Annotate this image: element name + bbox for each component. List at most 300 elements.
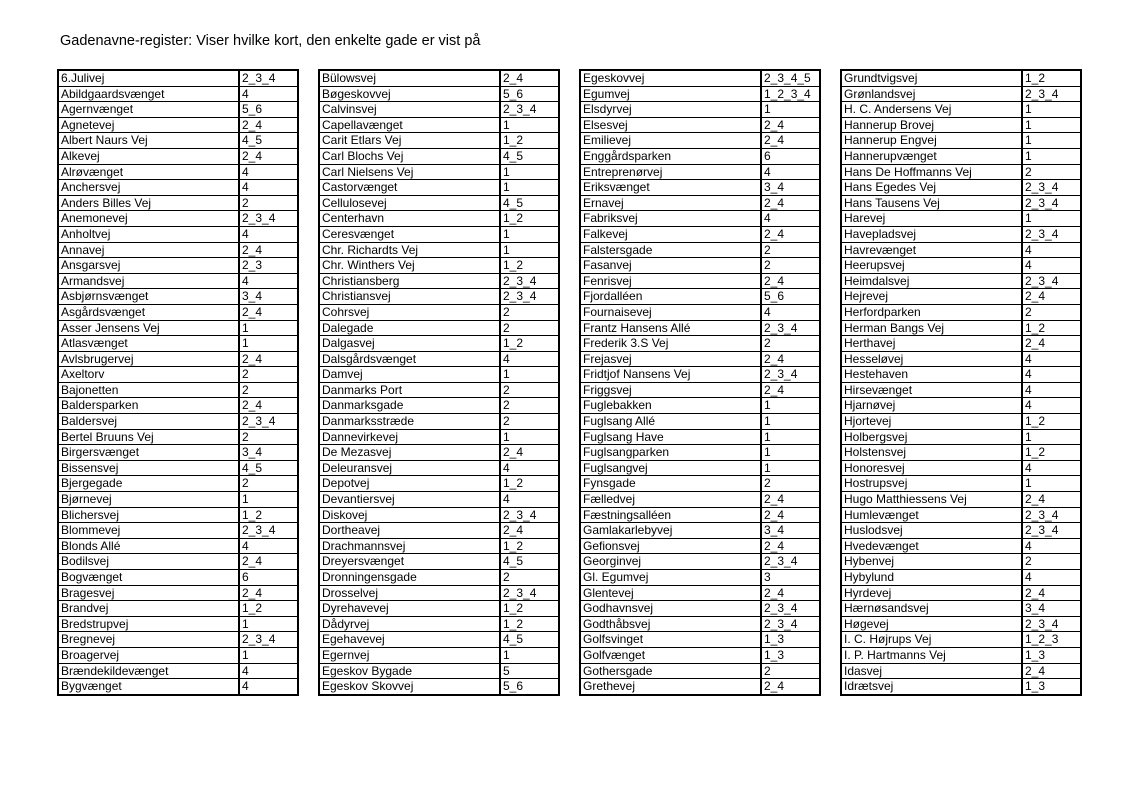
street-name-cell: Egeskovvej (580, 70, 761, 86)
map-numbers-cell: 3_4 (761, 180, 820, 196)
table-row (58, 507, 298, 523)
street-name-cell: Bülowsvej (319, 70, 500, 86)
table-row (319, 554, 559, 570)
table-row (580, 429, 820, 445)
table-row (58, 632, 298, 648)
street-name-cell: Hans De Hoffmanns Vej (841, 164, 1022, 180)
table-row (580, 538, 820, 554)
street-name-cell: Fælledvej (580, 492, 761, 508)
table-row (841, 304, 1081, 320)
table-row (580, 398, 820, 414)
table-row (319, 460, 559, 476)
street-name-cell: Havepladsvej (841, 226, 1022, 242)
map-numbers-cell: 2_4 (239, 585, 298, 601)
street-name-cell: Enggårdsparken (580, 148, 761, 164)
street-name-cell: Anders Billes Vej (58, 195, 239, 211)
street-name-cell: Egehavevej (319, 632, 500, 648)
table-row (319, 289, 559, 305)
table-row (841, 507, 1081, 523)
map-numbers-cell: 2_4 (239, 554, 298, 570)
table-row (580, 460, 820, 476)
table-row (319, 336, 559, 352)
table-row (58, 164, 298, 180)
table-row (841, 242, 1081, 258)
map-numbers-cell: 4 (500, 460, 559, 476)
map-numbers-cell: 2_3_4 (1022, 180, 1081, 196)
map-numbers-cell: 2_4 (1022, 336, 1081, 352)
map-numbers-cell: 1 (500, 164, 559, 180)
map-numbers-cell: 2_3_4 (500, 289, 559, 305)
table-row (319, 367, 559, 383)
table-row (319, 616, 559, 632)
street-name-cell: Hjortevej (841, 414, 1022, 430)
table-row (319, 414, 559, 430)
table-row (580, 554, 820, 570)
map-numbers-cell: 1_2 (239, 507, 298, 523)
table-row (58, 195, 298, 211)
map-numbers-cell: 4_5 (239, 460, 298, 476)
street-name-cell: Fæstningsalléen (580, 507, 761, 523)
map-numbers-cell: 2 (761, 476, 820, 492)
street-name-cell: Heerupsvej (841, 258, 1022, 274)
street-name-cell: Brændekildevænget (58, 663, 239, 679)
street-name-cell: Blonds Allé (58, 538, 239, 554)
map-numbers-cell: 2_4 (761, 195, 820, 211)
table-row (841, 102, 1081, 118)
map-numbers-cell: 2_4 (1022, 663, 1081, 679)
table-row (319, 258, 559, 274)
street-name-cell: Grønlandsvej (841, 86, 1022, 102)
street-name-cell: Falstersgade (580, 242, 761, 258)
table-row (58, 180, 298, 196)
map-numbers-cell: 3 (761, 570, 820, 586)
street-name-cell: Carl Nielsens Vej (319, 164, 500, 180)
table-row (580, 242, 820, 258)
table-row (58, 647, 298, 663)
map-numbers-cell: 2_4 (239, 148, 298, 164)
street-name-cell: Danmarksgade (319, 398, 500, 414)
map-numbers-cell: 4 (1022, 538, 1081, 554)
map-numbers-cell: 2 (1022, 304, 1081, 320)
street-name-cell: Hannerup Engvej (841, 133, 1022, 149)
map-numbers-cell: 2_4 (761, 273, 820, 289)
street-name-cell: Cohrsvej (319, 304, 500, 320)
table-row (841, 398, 1081, 414)
street-name-cell: Castorvænget (319, 180, 500, 196)
table-row (841, 351, 1081, 367)
street-name-cell: Hesseløvej (841, 351, 1022, 367)
street-name-cell: Capellavænget (319, 117, 500, 133)
table-row (319, 632, 559, 648)
street-name-cell: Holbergsvej (841, 429, 1022, 445)
map-numbers-cell: 4 (1022, 570, 1081, 586)
street-name-cell: Golfsvinget (580, 632, 761, 648)
street-name-cell: Høgevej (841, 616, 1022, 632)
table-row (841, 289, 1081, 305)
table-row (58, 351, 298, 367)
map-numbers-cell: 2_4 (500, 445, 559, 461)
map-numbers-cell: 3_4 (239, 289, 298, 305)
map-numbers-cell: 2_4 (239, 242, 298, 258)
street-name-cell: Elsdyrvej (580, 102, 761, 118)
table-row (58, 585, 298, 601)
table-row (58, 211, 298, 227)
table-row (58, 367, 298, 383)
street-name-cell: Christiansberg (319, 273, 500, 289)
street-name-cell: Fenrisvej (580, 273, 761, 289)
street-name-cell: Hestehaven (841, 367, 1022, 383)
table-row (58, 476, 298, 492)
street-name-cell: Entreprenørvej (580, 164, 761, 180)
street-register-table-4 (840, 69, 1082, 696)
table-row (58, 242, 298, 258)
table-row (319, 148, 559, 164)
map-numbers-cell: 1 (761, 102, 820, 118)
table-row (580, 117, 820, 133)
street-name-cell: Annavej (58, 242, 239, 258)
street-name-cell: Baldersparken (58, 398, 239, 414)
street-name-cell: Asser Jensens Vej (58, 320, 239, 336)
map-numbers-cell: 1 (761, 445, 820, 461)
map-numbers-cell: 1_2_3_4 (761, 86, 820, 102)
street-name-cell: Eriksvænget (580, 180, 761, 196)
map-numbers-cell: 2_3_4 (239, 211, 298, 227)
map-numbers-cell: 5_6 (239, 102, 298, 118)
map-numbers-cell: 1 (1022, 476, 1081, 492)
table-row (841, 616, 1081, 632)
table-row (58, 414, 298, 430)
table-row (58, 663, 298, 679)
map-numbers-cell: 1_2 (1022, 414, 1081, 430)
street-register-table-1 (57, 69, 299, 696)
map-numbers-cell: 2_3_4 (761, 616, 820, 632)
street-name-cell: Atlasvænget (58, 336, 239, 352)
map-numbers-cell: 1 (500, 117, 559, 133)
street-name-cell: Frejasvej (580, 351, 761, 367)
map-numbers-cell: 4_5 (500, 148, 559, 164)
table-row (580, 414, 820, 430)
map-numbers-cell: 2_3_4 (761, 320, 820, 336)
table-row (580, 133, 820, 149)
table-row (841, 585, 1081, 601)
street-name-cell: Dortheavej (319, 523, 500, 539)
map-numbers-cell: 2_4 (239, 117, 298, 133)
street-name-cell: Hirsevænget (841, 382, 1022, 398)
street-name-cell: Idasvej (841, 663, 1022, 679)
street-name-cell: Heimdalsvej (841, 273, 1022, 289)
table-row (58, 616, 298, 632)
table-row (580, 570, 820, 586)
map-numbers-cell: 1_2 (500, 258, 559, 274)
map-numbers-cell: 2 (239, 429, 298, 445)
table-row (580, 195, 820, 211)
street-name-cell: Asbjørnsvænget (58, 289, 239, 305)
table-row (841, 320, 1081, 336)
street-name-cell: Godhavnsvej (580, 601, 761, 617)
table-row (580, 647, 820, 663)
map-numbers-cell: 2_3_4 (1022, 616, 1081, 632)
street-name-cell: Hannerupvænget (841, 148, 1022, 164)
table-row (58, 429, 298, 445)
table-row (319, 507, 559, 523)
street-name-cell: Hybylund (841, 570, 1022, 586)
street-name-cell: Havrevænget (841, 242, 1022, 258)
street-name-cell: I. P. Hartmanns Vej (841, 647, 1022, 663)
table-row (319, 398, 559, 414)
street-name-cell: Holstensvej (841, 445, 1022, 461)
map-numbers-cell: 1 (500, 647, 559, 663)
table-row (319, 211, 559, 227)
map-numbers-cell: 1_2 (500, 336, 559, 352)
street-name-cell: Bregnevej (58, 632, 239, 648)
map-numbers-cell: 5 (500, 663, 559, 679)
table-row (580, 304, 820, 320)
table-row (319, 570, 559, 586)
map-numbers-cell: 2 (500, 570, 559, 586)
street-register-table-2 (318, 69, 560, 696)
table-row (580, 258, 820, 274)
street-name-cell: Harevej (841, 211, 1022, 227)
street-name-cell: Dronningensgade (319, 570, 500, 586)
street-name-cell: Bodilsvej (58, 554, 239, 570)
table-row (580, 336, 820, 352)
street-name-cell: Fridtjof Nansens Vej (580, 367, 761, 383)
map-numbers-cell: 4 (1022, 258, 1081, 274)
table-row (319, 133, 559, 149)
table-row (319, 585, 559, 601)
street-name-cell: Fuglsangparken (580, 445, 761, 461)
map-numbers-cell: 2_3_4 (500, 273, 559, 289)
map-numbers-cell: 1 (500, 367, 559, 383)
street-name-cell: Abildgaardsvænget (58, 86, 239, 102)
map-numbers-cell: 2_3_4 (1022, 507, 1081, 523)
street-name-cell: Fuglsang Have (580, 429, 761, 445)
map-numbers-cell: 4 (239, 663, 298, 679)
map-numbers-cell: 2_4 (1022, 289, 1081, 305)
table-row (841, 429, 1081, 445)
table-row (841, 460, 1081, 476)
table-row (58, 304, 298, 320)
map-numbers-cell: 4 (1022, 460, 1081, 476)
map-numbers-cell: 2_4 (761, 117, 820, 133)
map-numbers-cell: 1_2 (1022, 70, 1081, 86)
table-row (58, 445, 298, 461)
table-row (319, 538, 559, 554)
street-name-cell: Alkevej (58, 148, 239, 164)
table-row (58, 601, 298, 617)
map-numbers-cell: 2_4 (761, 226, 820, 242)
street-name-cell: 6.Julivej (58, 70, 239, 86)
map-numbers-cell: 2 (761, 258, 820, 274)
street-name-cell: Gefionsvej (580, 538, 761, 554)
table-row (580, 102, 820, 118)
street-name-cell: Chr. Richardts Vej (319, 242, 500, 258)
table-row (580, 148, 820, 164)
table-row (58, 226, 298, 242)
table-row (580, 632, 820, 648)
map-numbers-cell: 1_3 (761, 647, 820, 663)
table-row (580, 351, 820, 367)
table-row (841, 679, 1081, 695)
street-name-cell: Danmarksstræde (319, 414, 500, 430)
street-name-cell: Egumvej (580, 86, 761, 102)
street-name-cell: Drosselvej (319, 585, 500, 601)
table-row (319, 226, 559, 242)
table-row (580, 70, 820, 86)
table-row (841, 273, 1081, 289)
street-name-cell: Gothersgade (580, 663, 761, 679)
table-row (580, 164, 820, 180)
table-row (841, 258, 1081, 274)
street-name-cell: Ernavej (580, 195, 761, 211)
street-name-cell: Gamlakarlebyvej (580, 523, 761, 539)
table-row (841, 367, 1081, 383)
street-name-cell: Bøgeskovvej (319, 86, 500, 102)
table-row (319, 429, 559, 445)
map-numbers-cell: 3_4 (761, 523, 820, 539)
street-name-cell: Frederik 3.S Vej (580, 336, 761, 352)
map-numbers-cell: 2_3_4 (239, 414, 298, 430)
map-numbers-cell: 1 (761, 398, 820, 414)
table-row (580, 601, 820, 617)
table-row (841, 195, 1081, 211)
street-name-cell: Armandsvej (58, 273, 239, 289)
map-numbers-cell: 1_2_3 (1022, 632, 1081, 648)
table-row (841, 164, 1081, 180)
map-numbers-cell: 2_3_4 (761, 601, 820, 617)
map-numbers-cell: 4 (1022, 382, 1081, 398)
map-numbers-cell: 2_3_4 (239, 632, 298, 648)
map-numbers-cell: 1_2 (500, 538, 559, 554)
street-name-cell: Blichersvej (58, 507, 239, 523)
street-name-cell: Anholtvej (58, 226, 239, 242)
map-numbers-cell: 2_4 (1022, 585, 1081, 601)
table-row (841, 663, 1081, 679)
table-row (319, 86, 559, 102)
street-name-cell: Agernvænget (58, 102, 239, 118)
table-row (580, 86, 820, 102)
table-row (319, 180, 559, 196)
table-row (841, 554, 1081, 570)
table-row (841, 647, 1081, 663)
street-name-cell: Elsesvej (580, 117, 761, 133)
street-name-cell: Glentevej (580, 585, 761, 601)
map-numbers-cell: 4 (761, 304, 820, 320)
table-row (58, 398, 298, 414)
street-name-cell: Hyrdevej (841, 585, 1022, 601)
street-name-cell: Damvej (319, 367, 500, 383)
map-numbers-cell: 2_3_4 (1022, 273, 1081, 289)
map-numbers-cell: 1_3 (1022, 647, 1081, 663)
street-name-cell: Blommevej (58, 523, 239, 539)
map-numbers-cell: 1_3 (761, 632, 820, 648)
map-numbers-cell: 2_3_4 (1022, 195, 1081, 211)
map-numbers-cell: 4 (239, 538, 298, 554)
street-name-cell: Chr. Winthers Vej (319, 258, 500, 274)
map-numbers-cell: 2 (239, 195, 298, 211)
map-numbers-cell: 2 (500, 414, 559, 430)
street-name-cell: Bygvænget (58, 679, 239, 695)
street-name-cell: Gl. Egumvej (580, 570, 761, 586)
map-numbers-cell: 2_4 (761, 351, 820, 367)
map-numbers-cell: 2_4 (1022, 492, 1081, 508)
street-name-cell: Bajonetten (58, 382, 239, 398)
table-row (580, 679, 820, 695)
map-numbers-cell: 2_4 (761, 538, 820, 554)
map-numbers-cell: 4 (500, 351, 559, 367)
street-name-cell: Fjordalléen (580, 289, 761, 305)
map-numbers-cell: 4 (239, 226, 298, 242)
street-name-cell: Calvinsvej (319, 102, 500, 118)
table-row (319, 117, 559, 133)
map-numbers-cell: 2_4 (761, 133, 820, 149)
table-row (841, 117, 1081, 133)
table-row (58, 70, 298, 86)
table-row (841, 86, 1081, 102)
table-row (58, 273, 298, 289)
street-register-table-3 (579, 69, 821, 696)
street-name-cell: Dreyersvænget (319, 554, 500, 570)
map-numbers-cell: 4 (1022, 242, 1081, 258)
street-name-cell: Danmarks Port (319, 382, 500, 398)
street-name-cell: Godthåbsvej (580, 616, 761, 632)
map-numbers-cell: 2_4 (239, 304, 298, 320)
street-name-cell: Huslodsvej (841, 523, 1022, 539)
street-name-cell: Dannevirkevej (319, 429, 500, 445)
map-numbers-cell: 2_3_4 (500, 585, 559, 601)
table-row (841, 148, 1081, 164)
table-row (841, 445, 1081, 461)
map-numbers-cell: 2_3_4 (500, 507, 559, 523)
map-numbers-cell: 1_2 (1022, 445, 1081, 461)
table-row (580, 180, 820, 196)
table-row (58, 86, 298, 102)
map-numbers-cell: 4 (1022, 367, 1081, 383)
street-name-cell: Centerhavn (319, 211, 500, 227)
map-numbers-cell: 2_3_4 (500, 102, 559, 118)
table-row (841, 570, 1081, 586)
map-numbers-cell: 4 (239, 86, 298, 102)
map-numbers-cell: 6 (761, 148, 820, 164)
street-name-cell: Golfvænget (580, 647, 761, 663)
map-numbers-cell: 2_4 (761, 679, 820, 695)
street-name-cell: I. C. Højrups Vej (841, 632, 1022, 648)
table-row (841, 180, 1081, 196)
street-name-cell: Fabriksvej (580, 211, 761, 227)
map-numbers-cell: 1_2 (500, 211, 559, 227)
street-name-cell: Anchersvej (58, 180, 239, 196)
table-row (58, 492, 298, 508)
map-numbers-cell: 4 (1022, 398, 1081, 414)
street-name-cell: Emilievej (580, 133, 761, 149)
map-numbers-cell: 1_3 (1022, 679, 1081, 695)
street-name-cell: Dyrehavevej (319, 601, 500, 617)
table-row (319, 273, 559, 289)
map-numbers-cell: 2_4 (761, 507, 820, 523)
table-row (58, 320, 298, 336)
map-numbers-cell: 4_5 (239, 133, 298, 149)
table-row (58, 133, 298, 149)
map-numbers-cell: 1 (500, 429, 559, 445)
street-name-cell: Cellulosevej (319, 195, 500, 211)
street-name-cell: Diskovej (319, 507, 500, 523)
table-row (58, 336, 298, 352)
table-row (841, 601, 1081, 617)
street-name-cell: Asgårdsvænget (58, 304, 239, 320)
table-row (319, 679, 559, 695)
map-numbers-cell: 4 (761, 164, 820, 180)
street-name-cell: Birgersvænget (58, 445, 239, 461)
